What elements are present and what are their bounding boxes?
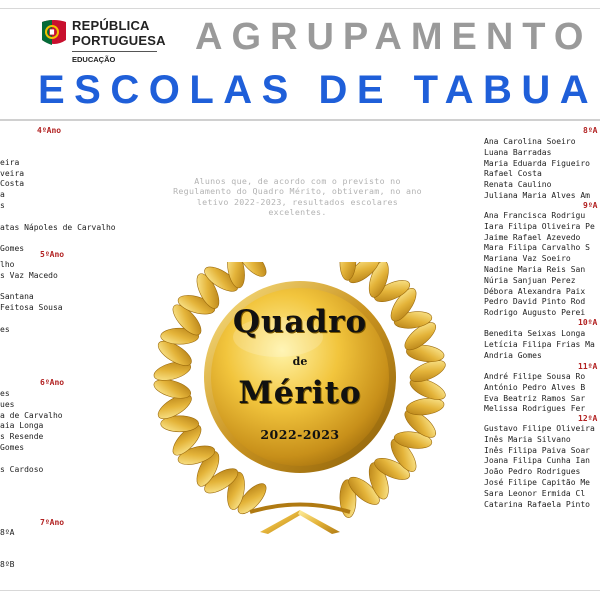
republica-portuguesa-logo xyxy=(40,18,190,68)
emblem-merito-text: Mérito xyxy=(238,375,362,411)
student-name: veira xyxy=(0,168,25,178)
student-name: Inês Maria Silvano xyxy=(484,434,571,444)
logo-educacao: EDUCAÇÃO xyxy=(72,55,116,64)
student-name: Ana Carolina Soeiro xyxy=(484,137,576,146)
student-name: s Resende xyxy=(0,432,44,442)
emblem-quadro-text: Quadro xyxy=(232,304,368,340)
logo-republica: REPÚBLICA xyxy=(72,18,150,33)
student-name: es xyxy=(0,389,10,398)
emblem-de-text: de xyxy=(292,355,308,368)
agrupamento-title: AGRUPAMENTO xyxy=(195,16,593,58)
grade-label-4ano: 4ºAno xyxy=(37,126,62,135)
student-name: Ana Francisca Rodrigu xyxy=(484,211,586,220)
student-name: Costa xyxy=(0,179,25,189)
names-list-10a xyxy=(484,329,595,361)
top-divider xyxy=(0,8,600,9)
grade-label-6ano: 6ºAno xyxy=(40,378,65,387)
student-name xyxy=(0,539,14,550)
grade-label-9a: 9ºA xyxy=(583,201,598,210)
student-name: Mariana Vaz Soeiro xyxy=(484,254,571,264)
names-list-8a xyxy=(484,137,590,202)
grade-label-5ano: 5ºAno xyxy=(40,250,65,259)
names-list-4ano xyxy=(0,147,116,255)
student-name: s Cardoso xyxy=(0,464,44,474)
student-name: Sara Leonor Ermida Cl xyxy=(484,488,586,498)
portugal-flag-icon xyxy=(40,18,68,54)
student-name: Gomes xyxy=(0,442,25,452)
student-name: Eva Beatriz Ramos Sar xyxy=(484,393,586,403)
grade-label-12a: 12ºA xyxy=(578,414,598,423)
student-name: Nadine Maria Reis San xyxy=(484,264,586,274)
student-name: a de Carvalho xyxy=(0,410,63,420)
names-list-11a xyxy=(484,372,585,415)
student-name: Catarina Rafaela Pinto xyxy=(484,499,590,509)
escolas-title: ESCOLAS DE TABUA xyxy=(38,68,599,112)
student-name: es xyxy=(0,324,10,334)
section-divider xyxy=(0,119,600,121)
student-name: s Vaz Macedo xyxy=(0,270,58,280)
names-list-6ano xyxy=(0,389,63,475)
class-label: 8ºB xyxy=(0,560,15,570)
student-name xyxy=(0,454,63,465)
student-name: Mara Filipa Carvalho S xyxy=(484,243,590,253)
logo-portuguesa: PORTUGUESA xyxy=(72,33,166,48)
names-list-5ano xyxy=(0,260,63,336)
student-name: Inês Filipa Paiva Soar xyxy=(484,445,590,455)
student-name: José Filipe Capitão Me xyxy=(484,477,590,487)
student-name: Benedita Seixas Longa xyxy=(484,329,586,338)
student-name: lho xyxy=(0,260,15,269)
student-name: Rafael Costa xyxy=(484,169,542,179)
student-name: Feitosa Sousa xyxy=(0,303,63,313)
student-name: Rodrigo Augusto Perei xyxy=(484,308,586,318)
student-name: Juliana Maria Alves Am xyxy=(484,190,590,200)
student-name: Letícia Filipa Frias Ma xyxy=(484,339,595,349)
student-name: Joana Filipa Cunha Ian xyxy=(484,456,590,466)
student-name: Andria Gomes xyxy=(484,350,542,360)
student-name: aia Longa xyxy=(0,421,44,431)
student-name xyxy=(0,233,116,244)
student-name: Jaime Rafael Azevedo xyxy=(484,232,581,242)
names-list-12a xyxy=(484,424,595,510)
student-name: Núria Sanjuan Perez xyxy=(484,275,576,285)
student-name: Gomes xyxy=(0,244,25,254)
student-name xyxy=(0,550,14,561)
grade-label-7ano: 7ºAno xyxy=(40,518,65,527)
student-name: atas Nápoles de Carvalho xyxy=(0,222,116,232)
student-name: Renata Caulino xyxy=(484,180,552,190)
grade-label-11a: 11ºA xyxy=(578,362,598,371)
student-name: Débora Alexandra Paix xyxy=(484,286,586,296)
student-name: André Filipe Sousa Ro xyxy=(484,372,586,381)
class-label: 8ºA xyxy=(0,528,15,537)
quadro-merito-emblem xyxy=(140,262,460,542)
student-name xyxy=(0,147,116,158)
student-name: Luana Barradas xyxy=(484,147,552,157)
student-name: Pedro David Pinto Rod xyxy=(484,297,586,307)
grade-label-8a: 8ºA xyxy=(583,126,598,135)
student-name xyxy=(0,314,63,325)
student-name: Gustavo Filipe Oliveira xyxy=(484,424,595,433)
emblem-year: 2022-2023 xyxy=(260,427,340,442)
student-name: João Pedro Rodrigues xyxy=(484,467,581,477)
student-name: António Pedro Alves B xyxy=(484,382,586,392)
grade-label-10a: 10ºA xyxy=(578,318,598,327)
student-name: Santana xyxy=(0,292,34,302)
laurel-ribbon xyxy=(298,510,340,534)
names-list-9a xyxy=(484,211,595,319)
student-name: eira xyxy=(0,157,20,167)
student-name: Maria Eduarda Figueiro xyxy=(484,158,590,168)
student-name: a xyxy=(0,190,5,200)
bottom-divider xyxy=(0,590,600,591)
intro-text: Alunos que, de acordo com o previsto no Regulamento do Quadro Mérito, obtiveram, no ano letivo 2022-2023, resultados escolares excelentes. xyxy=(173,176,422,218)
student-name xyxy=(0,212,116,223)
laurel-ribbon xyxy=(260,510,302,534)
student-name xyxy=(0,282,63,293)
student-name: ues xyxy=(0,399,15,409)
names-list-7ano xyxy=(0,528,14,571)
student-name: Iara Filipa Oliveira Pe xyxy=(484,221,595,231)
student-name: Melissa Rodrigues Fer xyxy=(484,404,586,414)
student-name: s xyxy=(0,200,5,210)
logo-divider xyxy=(72,51,157,52)
